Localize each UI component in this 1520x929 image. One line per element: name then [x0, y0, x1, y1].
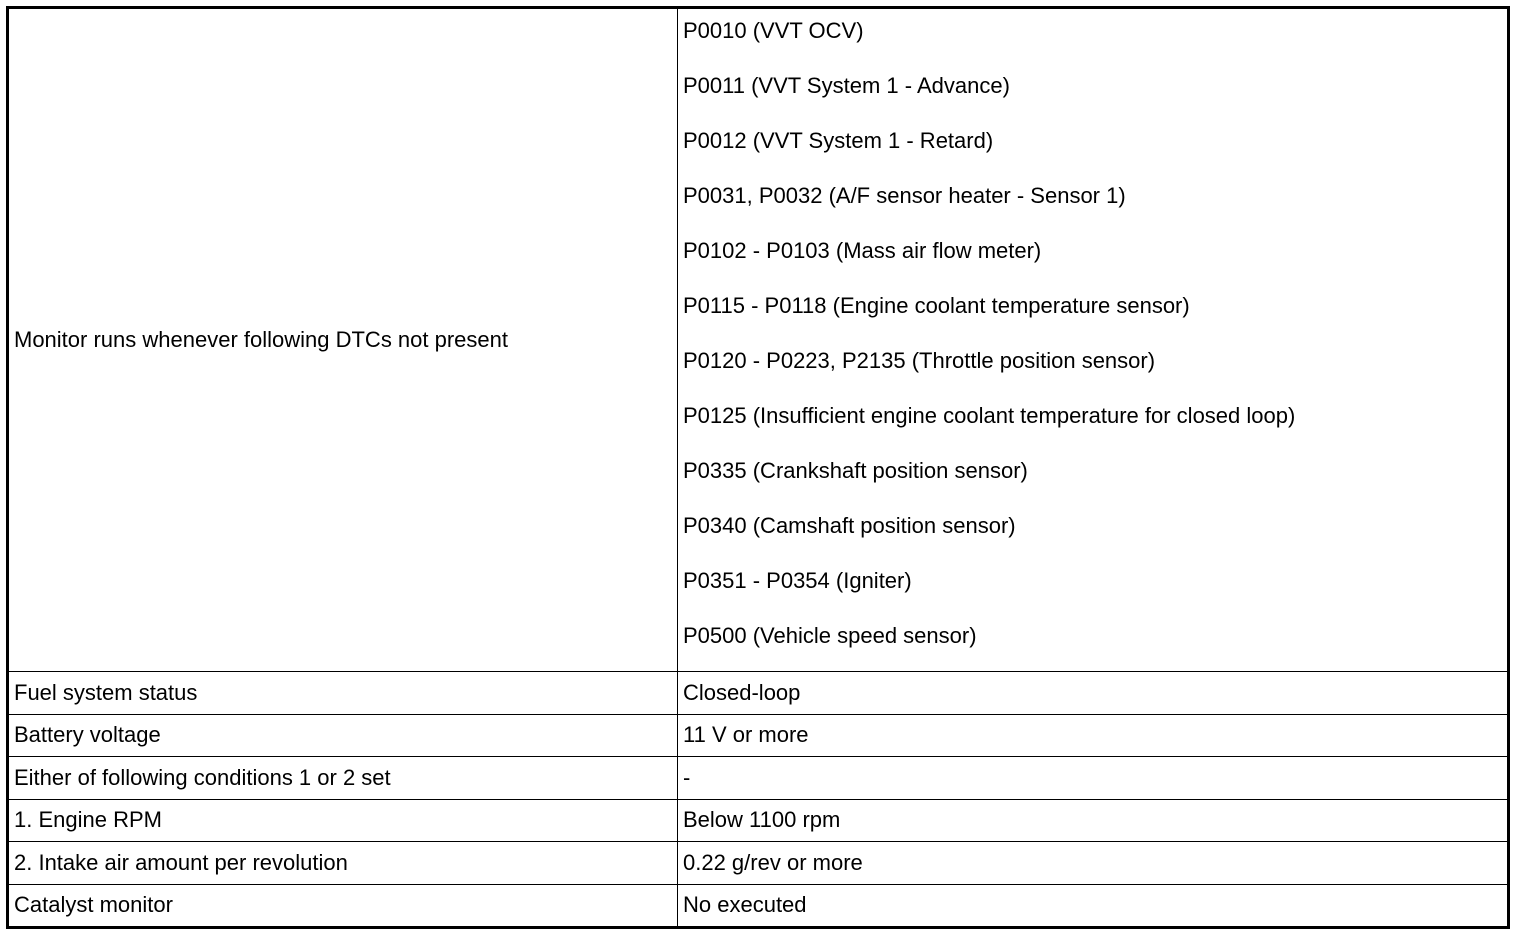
dtc-list — [683, 11, 1507, 671]
table-row — [8, 714, 1509, 757]
row-value: Closed-loop — [678, 672, 1509, 715]
row-value: - — [678, 757, 1509, 800]
dtc-list-cell — [678, 8, 1509, 672]
table-row — [8, 672, 1509, 715]
row-label: Either of following conditions 1 or 2 set — [8, 757, 678, 800]
row-label: 2. Intake air amount per revolution — [8, 842, 678, 885]
dtc-item: P0031, P0032 (A/F sensor heater - Sensor 1) — [683, 183, 1126, 208]
row-label: Battery voltage — [8, 714, 678, 757]
row-value: 0.22 g/rev or more — [678, 842, 1509, 885]
dtc-item: P0102 - P0103 (Mass air flow meter) — [683, 238, 1042, 263]
dtc-item: P0012 (VVT System 1 - Retard) — [683, 128, 994, 153]
table-row — [8, 842, 1509, 885]
row-label: Fuel system status — [8, 672, 678, 715]
dtc-item: P0340 (Camshaft position sensor) — [683, 513, 1016, 538]
table-row — [8, 8, 1509, 672]
row-label: 1. Engine RPM — [8, 799, 678, 842]
dtc-item: P0120 - P0223, P2135 (Throttle position sensor) — [683, 348, 1156, 373]
row-label: Catalyst monitor — [8, 884, 678, 928]
monitor-condition-label: Monitor runs whenever following DTCs not present — [8, 8, 678, 672]
table-row — [8, 757, 1509, 800]
conditions-table — [6, 6, 1510, 929]
dtc-item: P0500 (Vehicle speed sensor) — [683, 623, 977, 648]
dtc-item: P0351 - P0354 (Igniter) — [683, 568, 912, 593]
table-row — [8, 884, 1509, 928]
table-row — [8, 799, 1509, 842]
dtc-item: P0335 (Crankshaft position sensor) — [683, 458, 1028, 483]
dtc-item: P0010 (VVT OCV) — [683, 18, 864, 43]
dtc-item: P0125 (Insufficient engine coolant temperature for closed loop) — [683, 403, 1296, 428]
row-value: No executed — [678, 884, 1509, 928]
dtc-item: P0011 (VVT System 1 - Advance) — [683, 73, 1010, 98]
row-value: 11 V or more — [678, 714, 1509, 757]
row-value: Below 1100 rpm — [678, 799, 1509, 842]
dtc-item: P0115 - P0118 (Engine coolant temperature sensor) — [683, 293, 1190, 318]
